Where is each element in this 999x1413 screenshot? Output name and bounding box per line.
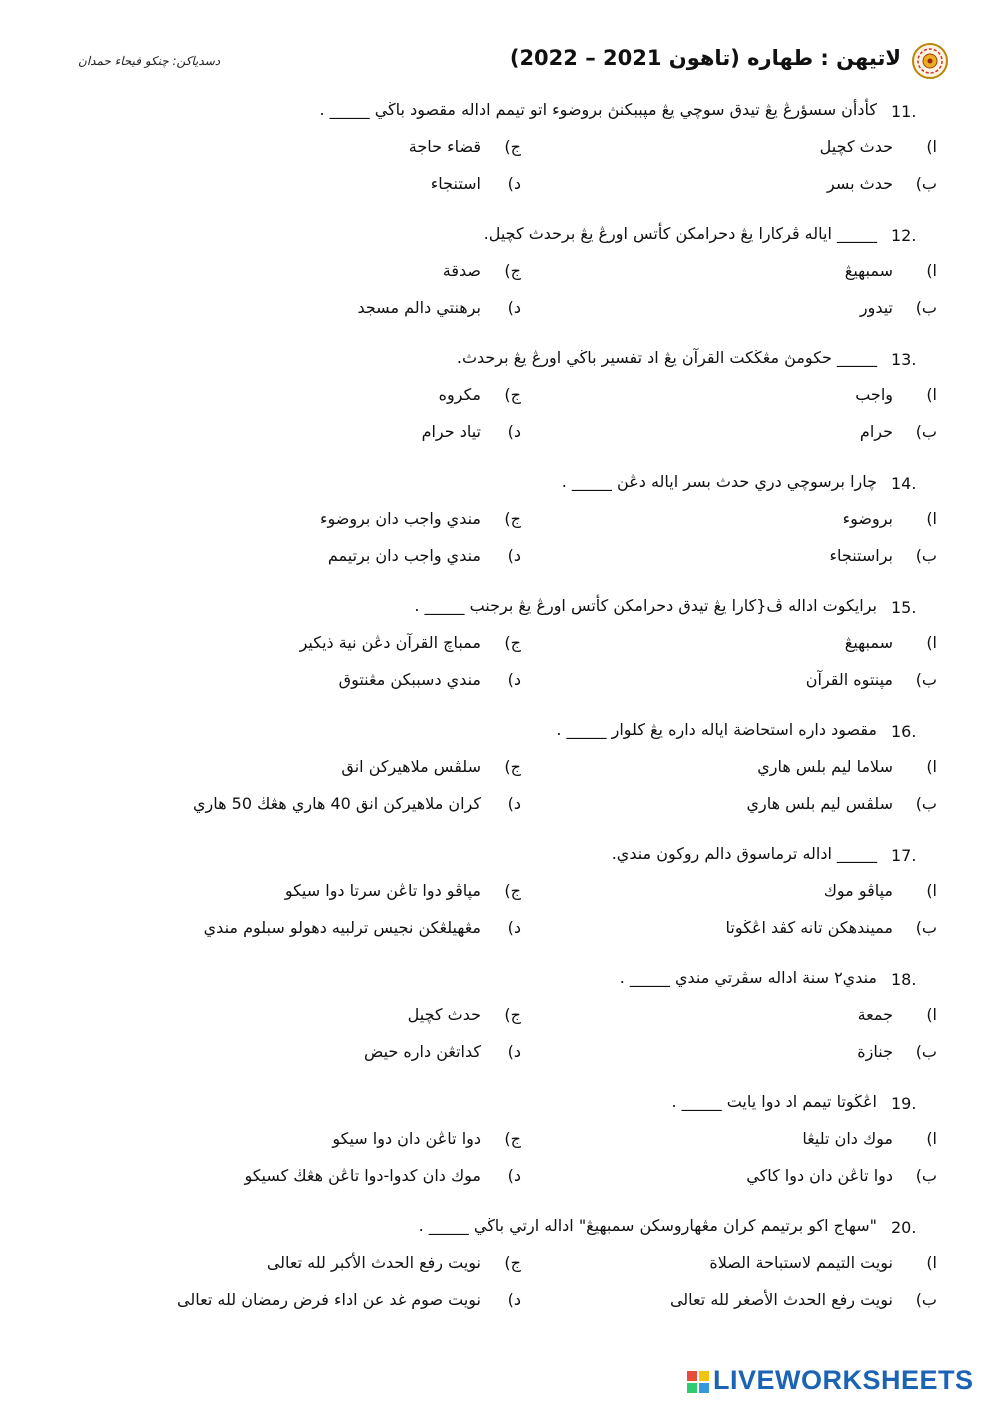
answer-option[interactable] bbox=[537, 631, 937, 661]
option-text: نويت التيمم لاستباحة الصلاة bbox=[709, 1253, 893, 1272]
question-number: 12. bbox=[891, 226, 917, 245]
option-letter: ج) bbox=[504, 633, 521, 652]
option-letter: ا) bbox=[926, 1129, 937, 1148]
answer-option[interactable] bbox=[537, 755, 937, 785]
question-row bbox=[60, 98, 939, 128]
liveworksheets-logo-icon bbox=[687, 1371, 709, 1393]
option-text: قضاء حاجة bbox=[408, 137, 481, 156]
option-text: حرام bbox=[859, 422, 893, 441]
question-number: 14. bbox=[891, 474, 917, 493]
answer-option[interactable] bbox=[537, 135, 937, 165]
option-text: حدث كچيل bbox=[819, 137, 893, 156]
option-text: موك دان تليڠا bbox=[802, 1129, 893, 1148]
option-text: دوا تاڠن دان دوا كاكي bbox=[746, 1166, 893, 1185]
page-title: لاتيهن : طهاره (تاهون 2021 – 2022) bbox=[509, 46, 901, 70]
school-crest-icon bbox=[911, 42, 949, 80]
option-text: تيدور bbox=[859, 298, 893, 317]
answer-option[interactable] bbox=[101, 383, 521, 413]
question-row bbox=[60, 594, 939, 624]
option-letter: د) bbox=[507, 546, 521, 565]
question-number: 17. bbox=[891, 846, 917, 865]
option-letter: ب) bbox=[915, 670, 937, 689]
answer-option[interactable] bbox=[101, 544, 521, 574]
option-text: دوا تاڠن دان دوا سيكو bbox=[332, 1129, 481, 1148]
option-text: برهنتي دالم مسجد bbox=[357, 298, 481, 317]
option-text: مپاڤو موك bbox=[823, 881, 893, 900]
option-text: مپاڤو دوا تاڠن سرتا دوا سيكو bbox=[284, 881, 481, 900]
option-text: مندي واجب دان بروضوء bbox=[319, 509, 481, 528]
question-number: 15. bbox=[891, 598, 917, 617]
option-letter: ب) bbox=[915, 1290, 937, 1309]
option-letter: د) bbox=[507, 298, 521, 317]
question-row bbox=[60, 1214, 939, 1244]
answer-option[interactable] bbox=[537, 879, 937, 909]
option-letter: ا) bbox=[926, 633, 937, 652]
option-letter: ج) bbox=[504, 1129, 521, 1148]
question-row bbox=[60, 966, 939, 996]
option-letter: ج) bbox=[504, 137, 521, 156]
question-row bbox=[60, 842, 939, 872]
option-letter: د) bbox=[507, 918, 521, 937]
question-block bbox=[0, 1090, 999, 1214]
question-block bbox=[0, 222, 999, 346]
question-block bbox=[0, 1214, 999, 1338]
option-text: نويت صوم غد عن اداء فرض رمضان لله تعالى bbox=[177, 1290, 481, 1309]
option-letter: ج) bbox=[504, 1253, 521, 1272]
answer-option[interactable] bbox=[537, 383, 937, 413]
option-letter: د) bbox=[507, 174, 521, 193]
answer-option[interactable] bbox=[537, 296, 937, 326]
answer-option[interactable] bbox=[101, 879, 521, 909]
question-number: 19. bbox=[891, 1094, 917, 1113]
option-letter: د) bbox=[507, 1166, 521, 1185]
option-text: بروضوء bbox=[842, 509, 893, 528]
option-text: سلڤس ملاهيركن انق bbox=[341, 757, 481, 776]
answer-option[interactable] bbox=[101, 259, 521, 289]
answer-option[interactable] bbox=[537, 792, 937, 822]
answer-option[interactable] bbox=[537, 1251, 937, 1281]
option-letter: ا) bbox=[926, 1005, 937, 1024]
answer-option[interactable] bbox=[537, 1040, 937, 1070]
option-text: سمبهيڠ bbox=[844, 261, 893, 280]
option-text: حدث بسر bbox=[827, 174, 893, 193]
option-text: نويت رفع الحدث الأصغر لله تعالى bbox=[669, 1290, 893, 1309]
option-letter: ج) bbox=[504, 881, 521, 900]
question-text: اڠڬوتا تيمم اد دوا يايت _____ . bbox=[671, 1092, 877, 1111]
option-letter: ا) bbox=[926, 385, 937, 404]
answer-option[interactable] bbox=[101, 631, 521, 661]
question-text: مندي٢ سنة اداله سڤرتي مندي _____ . bbox=[619, 968, 877, 987]
question-text: _____ حكومڽ مڠڬكت القرآن يڠ اد تفسير باڬي اورڠ يڠ برحدث. bbox=[456, 348, 877, 367]
question-text: "سهاج اكو برتيمم كران مڠهاروسكن سمبهيڠ" اداله ارتي باڬي _____ . bbox=[418, 1216, 877, 1235]
question-row bbox=[60, 1090, 939, 1120]
answer-option[interactable] bbox=[101, 1127, 521, 1157]
option-text: مندي واجب دان برتيمم bbox=[327, 546, 481, 565]
answer-option[interactable] bbox=[101, 172, 521, 202]
question-list bbox=[0, 98, 999, 1338]
answer-option[interactable] bbox=[101, 916, 521, 946]
question-text: _____ اياله ڤركارا يڠ دحرامكن كأتس اورڠ يڠ برحدث كچيل. bbox=[483, 224, 877, 243]
option-text: مڠهيلڠكن نجيس ترلبيه دهولو سبلوم مندي bbox=[203, 918, 481, 937]
option-text: مندي دسببكن مڠنتوق bbox=[338, 670, 481, 689]
option-letter: ج) bbox=[504, 261, 521, 280]
answer-option[interactable] bbox=[101, 1164, 521, 1194]
option-text: صدقة bbox=[442, 261, 481, 280]
answer-option[interactable] bbox=[537, 1003, 937, 1033]
option-letter: د) bbox=[507, 670, 521, 689]
answer-option[interactable] bbox=[101, 135, 521, 165]
option-letter: ا) bbox=[926, 261, 937, 280]
option-letter: ج) bbox=[504, 1005, 521, 1024]
option-letter: د) bbox=[507, 422, 521, 441]
option-text: براستنجاء bbox=[829, 546, 893, 565]
answer-option[interactable] bbox=[101, 1251, 521, 1281]
question-row bbox=[60, 222, 939, 252]
liveworksheets-branding bbox=[687, 1365, 987, 1399]
teacher-credit: دسدياكن: چنكو فيحاء حمدان bbox=[78, 54, 221, 68]
answer-option[interactable] bbox=[101, 1040, 521, 1070]
question-block bbox=[0, 966, 999, 1090]
option-text: موك دان كدوا-دوا تاڠن هڠڬ كسيكو bbox=[244, 1166, 481, 1185]
option-letter: ب) bbox=[915, 298, 937, 317]
option-text: مميندهكن تانه كڤد اڠڬوتا bbox=[725, 918, 893, 937]
question-number: 13. bbox=[891, 350, 917, 369]
question-block bbox=[0, 346, 999, 470]
option-text: سلاما ليم بلس هاري bbox=[757, 757, 893, 776]
answer-option[interactable] bbox=[101, 1288, 521, 1318]
question-number: 16. bbox=[891, 722, 917, 741]
option-letter: ب) bbox=[915, 422, 937, 441]
answer-option[interactable] bbox=[537, 668, 937, 698]
answer-option[interactable] bbox=[537, 916, 937, 946]
option-letter: ج) bbox=[504, 757, 521, 776]
option-letter: ب) bbox=[915, 1042, 937, 1061]
question-text: مقصود داره استحاضة اياله داره يڠ كلوار _____ . bbox=[556, 720, 877, 739]
question-row bbox=[60, 346, 939, 376]
question-block bbox=[0, 98, 999, 222]
option-text: استنجاء bbox=[430, 174, 481, 193]
answer-option[interactable] bbox=[101, 755, 521, 785]
option-letter: ب) bbox=[915, 546, 937, 565]
answer-option[interactable] bbox=[537, 1127, 937, 1157]
question-block bbox=[0, 718, 999, 842]
option-text: حدث كچيل bbox=[407, 1005, 481, 1024]
option-text: سمبهيڠ bbox=[844, 633, 893, 652]
page-header bbox=[60, 38, 949, 84]
option-letter: د) bbox=[507, 1290, 521, 1309]
option-text: جمعة bbox=[857, 1005, 893, 1024]
option-text: نويت رفع الحدث الأكبر لله تعالى bbox=[266, 1253, 481, 1272]
question-block bbox=[0, 842, 999, 966]
option-letter: د) bbox=[507, 794, 521, 813]
question-text: برايكوت اداله ڤ{كارا يڠ تيدق دحرامكن كأتس اورڠ يڠ برجنب _____ . bbox=[414, 596, 877, 615]
option-letter: ب) bbox=[915, 794, 937, 813]
option-letter: ا) bbox=[926, 1253, 937, 1272]
answer-option[interactable] bbox=[101, 792, 521, 822]
option-letter: ا) bbox=[926, 509, 937, 528]
answer-option[interactable] bbox=[537, 507, 937, 537]
option-text: كران ملاهيركن انق 40 هاري هڠڬ 50 هاري bbox=[193, 794, 481, 813]
option-text: جنازة bbox=[857, 1042, 893, 1061]
option-text: ممباچ القرآن دڠن نية ذيكير bbox=[299, 633, 481, 652]
answer-option[interactable] bbox=[101, 296, 521, 326]
answer-option[interactable] bbox=[537, 259, 937, 289]
answer-option[interactable] bbox=[537, 544, 937, 574]
answer-option[interactable] bbox=[101, 507, 521, 537]
answer-option[interactable] bbox=[537, 1288, 937, 1318]
question-row bbox=[60, 718, 939, 748]
option-letter: ا) bbox=[926, 881, 937, 900]
option-text: مپنتوه القرآن bbox=[805, 670, 893, 689]
option-letter: ب) bbox=[915, 918, 937, 937]
question-block bbox=[0, 594, 999, 718]
liveworksheets-brand: LIVEWORKSHEETS bbox=[713, 1365, 974, 1395]
option-letter: ا) bbox=[926, 137, 937, 156]
question-text: _____ اداله ترماسوق دالم روكون مندي. bbox=[611, 844, 877, 863]
question-text: كأدأن سسؤرڠ يڠ تيدق سوچي يڠ مپببكنڽ بروضوء اتو تيمم اداله مقصود باڬي _____ . bbox=[319, 100, 877, 119]
option-letter: ج) bbox=[504, 509, 521, 528]
option-text: تياد حرام bbox=[421, 422, 481, 441]
option-letter: د) bbox=[507, 1042, 521, 1061]
option-letter: ب) bbox=[915, 174, 937, 193]
question-block bbox=[0, 470, 999, 594]
option-letter: ا) bbox=[926, 757, 937, 776]
question-row bbox=[60, 470, 939, 500]
answer-option[interactable] bbox=[101, 1003, 521, 1033]
question-text: چارا برسوچي دري حدث بسر اياله دڠن _____ . bbox=[561, 472, 877, 491]
option-text: كداتڠن داره حيض bbox=[364, 1042, 481, 1061]
question-number: 11. bbox=[891, 102, 917, 121]
option-letter: ب) bbox=[915, 1166, 937, 1185]
answer-option[interactable] bbox=[537, 420, 937, 450]
option-letter: ج) bbox=[504, 385, 521, 404]
option-text: مكروه bbox=[438, 385, 481, 404]
question-number: 18. bbox=[891, 970, 917, 989]
option-text: سلڤس ليم بلس هاري bbox=[746, 794, 893, 813]
answer-option[interactable] bbox=[537, 1164, 937, 1194]
answer-option[interactable] bbox=[537, 172, 937, 202]
answer-option[interactable] bbox=[101, 420, 521, 450]
question-number: 20. bbox=[891, 1218, 917, 1237]
option-text: واجب bbox=[855, 385, 893, 404]
answer-option[interactable] bbox=[101, 668, 521, 698]
